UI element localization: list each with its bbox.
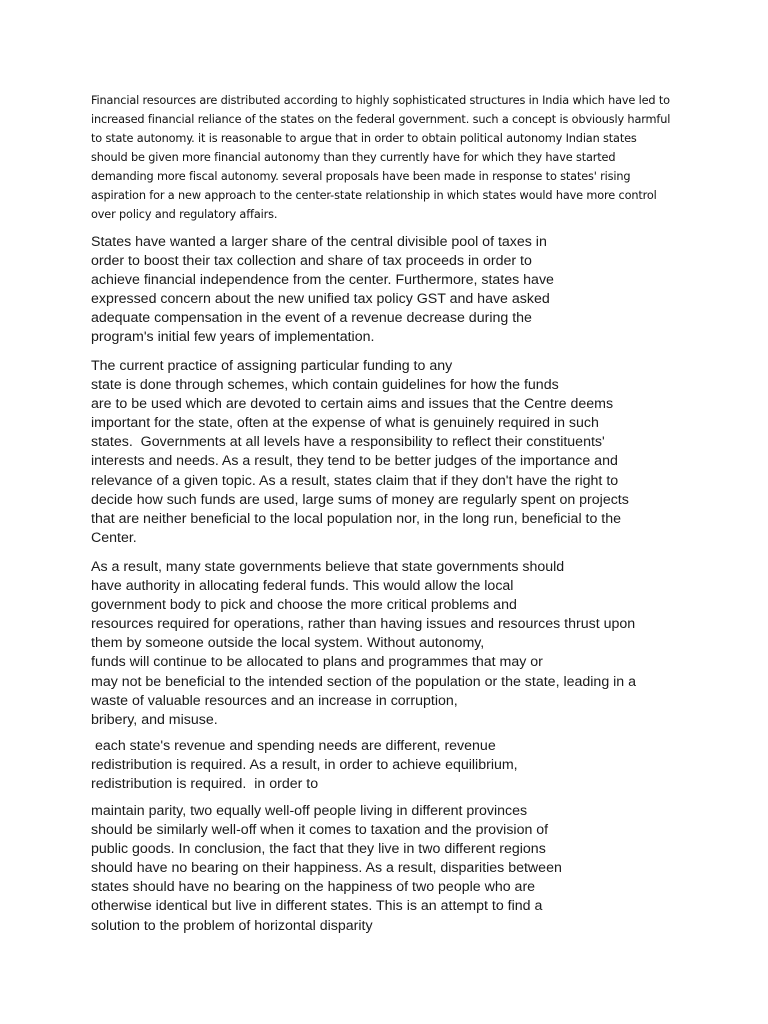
paragraph-line: adequate compensation in the event of a revenue decrease during the xyxy=(91,310,532,327)
paragraph-line: solution to the problem of horizontal disparity xyxy=(91,917,373,934)
paragraph-line: to state autonomy. it is reasonable to argue that in order to obtain political autonomy Indian states xyxy=(91,132,637,145)
paragraph-line: bribery, and misuse. xyxy=(91,711,218,728)
paragraph-line: public goods. In conclusion, the fact that they live in two different regions xyxy=(91,841,546,858)
paragraph-line: As a result, many state governments believe that state governments should xyxy=(91,559,565,575)
paragraph-line: should be given more financial autonomy than they currently have for which they have started xyxy=(91,151,616,164)
paragraph-line: them by someone outside the local system. Without autonomy, xyxy=(91,635,485,652)
paragraph-line: that are neither beneficial to the local population nor, in the long run, beneficial to the xyxy=(91,510,622,527)
paragraph-line: The current practice of assigning particular funding to any xyxy=(91,358,453,374)
paragraph-line: redistribution is required. As a result, in order to achieve equilibrium, xyxy=(91,757,518,774)
parity-paragraph xyxy=(91,802,562,936)
paragraph-line: expressed concern about the new unified tax policy GST and have asked xyxy=(91,291,550,308)
paragraph-line: should be similarly well-off when it comes to taxation and the provision of xyxy=(91,822,549,839)
paragraph-line: maintain parity, two equally well-off people living in different provinces xyxy=(91,803,528,819)
paragraph-line: achieve financial independence from the center. Furthermore, states have xyxy=(91,272,554,289)
paragraph-line: are to be used which are devoted to certain aims and issues that the Centre deems xyxy=(91,396,614,413)
autonomy-paragraph xyxy=(91,558,636,730)
paragraph-line: decide how such funds are used, large sums of money are regularly spent on projects xyxy=(91,491,629,508)
paragraph-line: demanding more fiscal autonomy. several proposals have been made in response to states' rising xyxy=(91,170,631,183)
paragraph-line: over policy and regulatory affairs. xyxy=(91,208,278,221)
paragraph-line: funds will continue to be allocated to plans and programmes that may or xyxy=(91,654,543,671)
redistribution-paragraph xyxy=(91,737,518,794)
paragraph-line: state is done through schemes, which contain guidelines for how the funds xyxy=(91,377,559,394)
paragraph-line: each state's revenue and spending needs are different, revenue xyxy=(91,738,496,754)
paragraph-line: increased financial reliance of the states on the federal government. such a concept is obviously harmful xyxy=(91,113,671,126)
paragraph-line: government body to pick and choose the more critical problems and xyxy=(91,597,517,614)
paragraph-line: have authority in allocating federal funds. This would allow the local xyxy=(91,578,514,595)
tax-share-paragraph xyxy=(91,233,554,348)
paragraph-line: order to boost their tax collection and share of tax proceeds in order to xyxy=(91,253,532,270)
paragraph-line: states. Governments at all levels have a responsibility to reflect their constituents' xyxy=(91,434,605,451)
paragraph-line: important for the state, often at the expense of what is genuinely required in such xyxy=(91,415,599,432)
paragraph-line: redistribution is required. in order to xyxy=(91,776,319,793)
schemes-paragraph xyxy=(91,357,629,548)
paragraph-line: resources required for operations, rather than having issues and resources thrust upon xyxy=(91,616,636,633)
paragraph-line: program's initial few years of implementation. xyxy=(91,329,375,346)
paragraph-line: aspiration for a new approach to the center-state relationship in which states would have more control xyxy=(91,189,657,202)
paragraph-line: should have no bearing on their happiness. As a result, disparities between xyxy=(91,860,562,877)
paragraph-line: interests and needs. As a result, they tend to be better judges of the importance and xyxy=(91,453,618,470)
paragraph-line: Center. xyxy=(91,529,137,546)
paragraph-line: Financial resources are distributed according to highly sophisticated structures in India which have led to xyxy=(91,94,670,107)
paragraph-line: States have wanted a larger share of the central divisible pool of taxes in xyxy=(91,234,547,250)
paragraph-line: relevance of a given topic. As a result, states claim that if they don't have the right to xyxy=(91,472,619,489)
paragraph-line: waste of valuable resources and an increase in corruption, xyxy=(91,692,458,709)
intro-paragraph xyxy=(91,91,670,224)
paragraph-line: may not be beneficial to the intended section of the population or the state, leading in a xyxy=(91,673,637,690)
paragraph-line: otherwise identical but live in different states. This is an attempt to find a xyxy=(91,898,543,915)
paragraph-line: states should have no bearing on the happiness of two people who are xyxy=(91,879,536,896)
